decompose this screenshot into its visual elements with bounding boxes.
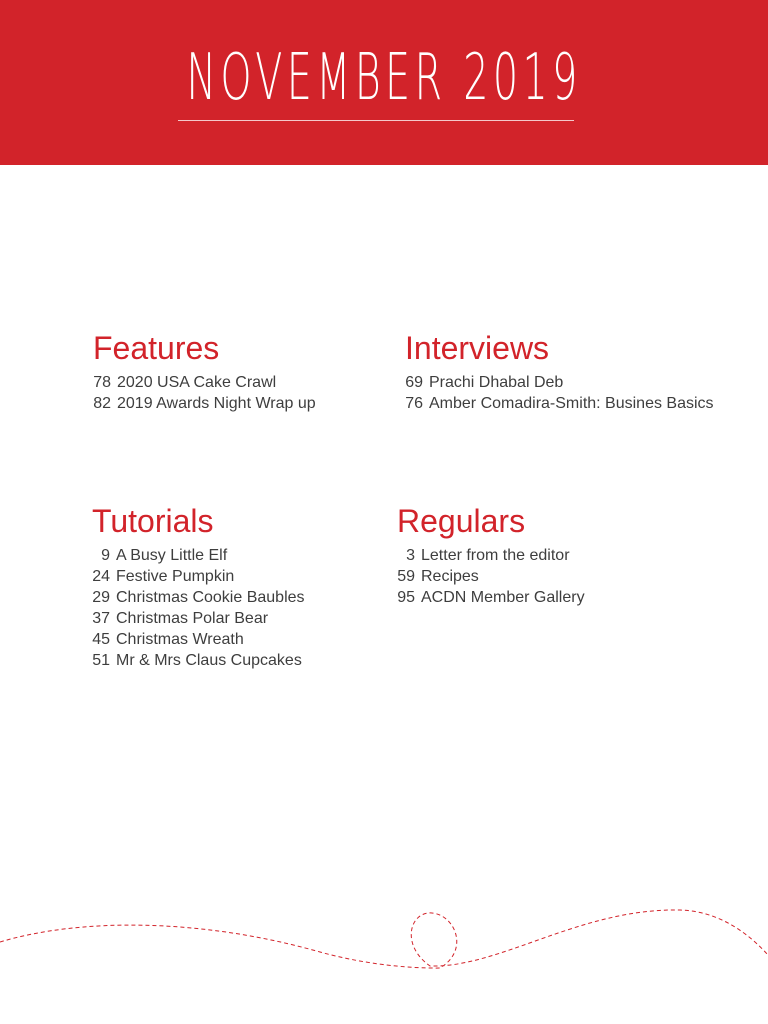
- entry-title: Christmas Polar Bear: [116, 610, 269, 627]
- entry-title: ACDN Member Gallery: [421, 589, 585, 606]
- toc-entry[interactable]: [402, 372, 714, 393]
- entry-title: 2019 Awards Night Wrap up: [117, 395, 316, 412]
- page-number: 29: [92, 589, 110, 606]
- page-number: 3: [406, 547, 415, 564]
- section-tutorials: [89, 503, 305, 671]
- toc-entry[interactable]: [394, 587, 585, 608]
- entry-title: Festive Pumpkin: [116, 568, 235, 585]
- page-number: 69: [405, 374, 423, 391]
- toc-entry[interactable]: [89, 608, 305, 629]
- entry-title: Recipes: [421, 568, 479, 585]
- section-heading-regulars: Regulars: [397, 503, 526, 539]
- entry-title: 2020 USA Cake Crawl: [117, 374, 277, 391]
- entry-title: Amber Comadira-Smith: Busines Basics: [429, 395, 714, 412]
- section-heading-interviews: Interviews: [405, 330, 550, 366]
- toc-entry[interactable]: [90, 393, 316, 414]
- toc-entry[interactable]: [89, 650, 305, 671]
- toc-entry[interactable]: [89, 587, 305, 608]
- toc-entry[interactable]: [89, 629, 305, 650]
- toc-entry[interactable]: [402, 393, 714, 414]
- entry-title: Prachi Dhabal Deb: [429, 374, 564, 391]
- entry-title: Christmas Cookie Baubles: [116, 589, 305, 606]
- toc-entry[interactable]: [394, 545, 585, 566]
- entry-title: Christmas Wreath: [116, 631, 244, 648]
- toc-entry[interactable]: [89, 566, 305, 587]
- section-features: [90, 330, 316, 414]
- page-number: 9: [101, 547, 110, 564]
- section-interviews: [402, 330, 714, 414]
- page-number: 24: [92, 568, 110, 585]
- page-title: NOVEMBER 2019: [186, 41, 582, 115]
- page-number: 59: [397, 568, 415, 585]
- toc-entry[interactable]: [89, 545, 305, 566]
- page-number: 95: [397, 589, 415, 606]
- page-number: 76: [405, 395, 423, 412]
- page-number: 45: [92, 631, 110, 648]
- entry-title: A Busy Little Elf: [116, 547, 228, 564]
- toc-entry[interactable]: [90, 372, 316, 393]
- toc-entry[interactable]: [394, 566, 585, 587]
- header-banner: [0, 0, 768, 165]
- section-heading-features: Features: [93, 330, 220, 366]
- page-number: 82: [93, 395, 111, 412]
- section-heading-tutorials: Tutorials: [92, 503, 214, 539]
- dashed-loop-line-icon: [0, 880, 768, 990]
- page-number: 51: [92, 652, 110, 669]
- title-underline: [178, 120, 574, 121]
- page-number: 78: [93, 374, 111, 391]
- entry-title: Mr & Mrs Claus Cupcakes: [116, 652, 302, 669]
- section-regulars: [394, 503, 585, 608]
- entry-title: Letter from the editor: [421, 547, 570, 564]
- page-number: 37: [92, 610, 110, 627]
